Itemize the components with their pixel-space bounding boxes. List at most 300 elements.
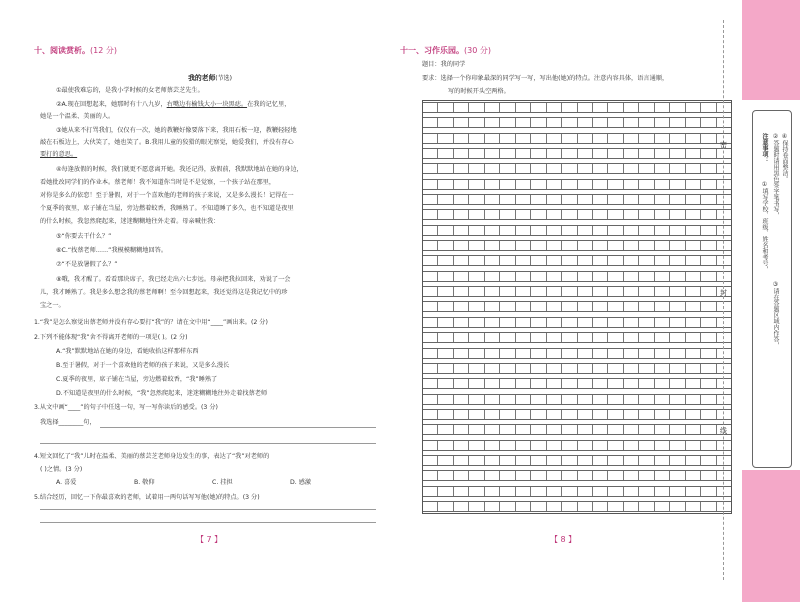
grid-cell[interactable] bbox=[423, 364, 438, 373]
grid-cell[interactable] bbox=[423, 180, 438, 189]
grid-cell[interactable] bbox=[670, 134, 685, 143]
grid-cell[interactable] bbox=[438, 471, 453, 480]
grid-cell[interactable] bbox=[670, 164, 685, 173]
grid-cell[interactable] bbox=[670, 395, 685, 404]
grid-cell[interactable] bbox=[701, 502, 716, 511]
grid-cell[interactable] bbox=[562, 164, 577, 173]
grid-cell[interactable] bbox=[469, 487, 484, 496]
grid-cell[interactable] bbox=[500, 379, 515, 388]
grid-cell[interactable] bbox=[701, 134, 716, 143]
grid-cell[interactable] bbox=[578, 395, 593, 404]
grid-cell[interactable] bbox=[531, 118, 546, 127]
grid-cell[interactable] bbox=[562, 195, 577, 204]
grid-cell[interactable] bbox=[531, 379, 546, 388]
grid-cell[interactable] bbox=[578, 364, 593, 373]
grid-cell[interactable] bbox=[562, 379, 577, 388]
grid-cell[interactable] bbox=[485, 118, 500, 127]
grid-cell[interactable] bbox=[655, 379, 670, 388]
grid-cell[interactable] bbox=[655, 287, 670, 296]
grid-cell[interactable] bbox=[500, 471, 515, 480]
grid-cell[interactable] bbox=[686, 210, 701, 219]
grid-cell[interactable] bbox=[516, 210, 531, 219]
grid-cell[interactable] bbox=[608, 410, 623, 419]
grid-cell[interactable] bbox=[701, 441, 716, 450]
grid-cell[interactable] bbox=[423, 487, 438, 496]
grid-cell[interactable] bbox=[516, 103, 531, 112]
grid-cell[interactable] bbox=[578, 456, 593, 465]
grid-cell[interactable] bbox=[655, 164, 670, 173]
grid-cell[interactable] bbox=[593, 164, 608, 173]
grid-cell[interactable] bbox=[423, 425, 438, 434]
grid-cell[interactable] bbox=[701, 241, 716, 250]
grid-cell[interactable] bbox=[655, 349, 670, 358]
grid-cell[interactable] bbox=[423, 333, 438, 342]
grid-cell[interactable] bbox=[670, 103, 685, 112]
grid-cell[interactable] bbox=[438, 441, 453, 450]
grid-cell[interactable] bbox=[578, 149, 593, 158]
grid-cell[interactable] bbox=[608, 502, 623, 511]
grid-cell[interactable] bbox=[686, 195, 701, 204]
grid-cell[interactable] bbox=[469, 118, 484, 127]
grid-cell[interactable] bbox=[485, 272, 500, 281]
grid-cell[interactable] bbox=[593, 241, 608, 250]
grid-cell[interactable] bbox=[639, 425, 654, 434]
grid-cell[interactable] bbox=[454, 103, 469, 112]
grid-cell[interactable] bbox=[547, 241, 562, 250]
grid-cell[interactable] bbox=[423, 441, 438, 450]
grid-cell[interactable] bbox=[500, 349, 515, 358]
grid-cell[interactable] bbox=[423, 103, 438, 112]
grid-cell[interactable] bbox=[438, 456, 453, 465]
grid-cell[interactable] bbox=[701, 410, 716, 419]
grid-cell[interactable] bbox=[562, 487, 577, 496]
grid-cell[interactable] bbox=[547, 502, 562, 511]
grid-cell[interactable] bbox=[624, 425, 639, 434]
grid-cell[interactable] bbox=[686, 164, 701, 173]
grid-cell[interactable] bbox=[686, 149, 701, 158]
grid-cell[interactable] bbox=[516, 364, 531, 373]
grid-cell[interactable] bbox=[562, 349, 577, 358]
grid-cell[interactable] bbox=[670, 364, 685, 373]
grid-cell[interactable] bbox=[516, 180, 531, 189]
grid-cell[interactable] bbox=[500, 180, 515, 189]
grid-cell[interactable] bbox=[578, 195, 593, 204]
grid-cell[interactable] bbox=[639, 241, 654, 250]
grid-cell[interactable] bbox=[485, 164, 500, 173]
grid-cell[interactable] bbox=[655, 471, 670, 480]
grid-cell[interactable] bbox=[500, 195, 515, 204]
grid-cell[interactable] bbox=[670, 272, 685, 281]
grid-cell[interactable] bbox=[500, 118, 515, 127]
grid-cell[interactable] bbox=[454, 349, 469, 358]
grid-cell[interactable] bbox=[608, 379, 623, 388]
grid-cell[interactable] bbox=[438, 272, 453, 281]
grid-cell[interactable] bbox=[438, 302, 453, 311]
grid-cell[interactable] bbox=[547, 441, 562, 450]
grid-cell[interactable] bbox=[624, 195, 639, 204]
grid-cell[interactable] bbox=[624, 149, 639, 158]
grid-cell[interactable] bbox=[423, 395, 438, 404]
grid-cell[interactable] bbox=[438, 149, 453, 158]
grid-cell[interactable] bbox=[438, 410, 453, 419]
grid-cell[interactable] bbox=[686, 103, 701, 112]
grid-cell[interactable] bbox=[423, 410, 438, 419]
grid-cell[interactable] bbox=[516, 256, 531, 265]
grid-cell[interactable] bbox=[454, 149, 469, 158]
grid-cell[interactable] bbox=[423, 195, 438, 204]
grid-cell[interactable] bbox=[547, 103, 562, 112]
grid-cell[interactable] bbox=[531, 502, 546, 511]
grid-cell[interactable] bbox=[686, 471, 701, 480]
grid-cell[interactable] bbox=[578, 272, 593, 281]
grid-cell[interactable] bbox=[608, 441, 623, 450]
grid-cell[interactable] bbox=[500, 149, 515, 158]
grid-cell[interactable] bbox=[438, 502, 453, 511]
grid-cell[interactable] bbox=[531, 364, 546, 373]
grid-cell[interactable] bbox=[485, 226, 500, 235]
grid-cell[interactable] bbox=[686, 395, 701, 404]
grid-cell[interactable] bbox=[578, 103, 593, 112]
grid-cell[interactable] bbox=[655, 395, 670, 404]
grid-cell[interactable] bbox=[670, 441, 685, 450]
grid-cell[interactable] bbox=[624, 364, 639, 373]
grid-cell[interactable] bbox=[624, 272, 639, 281]
grid-cell[interactable] bbox=[531, 302, 546, 311]
grid-cell[interactable] bbox=[686, 302, 701, 311]
grid-cell[interactable] bbox=[438, 210, 453, 219]
grid-cell[interactable] bbox=[531, 456, 546, 465]
grid-cell[interactable] bbox=[438, 256, 453, 265]
grid-cell[interactable] bbox=[547, 425, 562, 434]
grid-cell[interactable] bbox=[531, 410, 546, 419]
grid-cell[interactable] bbox=[670, 425, 685, 434]
grid-cell[interactable] bbox=[531, 180, 546, 189]
grid-cell[interactable] bbox=[423, 349, 438, 358]
grid-cell[interactable] bbox=[624, 287, 639, 296]
grid-cell[interactable] bbox=[624, 333, 639, 342]
grid-cell[interactable] bbox=[547, 226, 562, 235]
grid-cell[interactable] bbox=[670, 241, 685, 250]
grid-cell[interactable] bbox=[469, 333, 484, 342]
grid-cell[interactable] bbox=[701, 318, 716, 327]
grid-cell[interactable] bbox=[438, 349, 453, 358]
grid-cell[interactable] bbox=[547, 149, 562, 158]
grid-cell[interactable] bbox=[608, 118, 623, 127]
grid-cell[interactable] bbox=[547, 256, 562, 265]
grid-cell[interactable] bbox=[454, 441, 469, 450]
grid-cell[interactable] bbox=[454, 456, 469, 465]
grid-cell[interactable] bbox=[578, 333, 593, 342]
grid-cell[interactable] bbox=[469, 395, 484, 404]
grid-cell[interactable] bbox=[655, 210, 670, 219]
grid-cell[interactable] bbox=[454, 287, 469, 296]
grid-cell[interactable] bbox=[578, 256, 593, 265]
grid-cell[interactable] bbox=[516, 333, 531, 342]
grid-cell[interactable] bbox=[516, 471, 531, 480]
grid-cell[interactable] bbox=[686, 226, 701, 235]
grid-cell[interactable] bbox=[438, 164, 453, 173]
grid-cell[interactable] bbox=[593, 425, 608, 434]
grid-cell[interactable] bbox=[562, 210, 577, 219]
grid-cell[interactable] bbox=[624, 349, 639, 358]
grid-cell[interactable] bbox=[686, 272, 701, 281]
grid-cell[interactable] bbox=[516, 195, 531, 204]
grid-cell[interactable] bbox=[655, 149, 670, 158]
grid-cell[interactable] bbox=[531, 103, 546, 112]
grid-cell[interactable] bbox=[500, 441, 515, 450]
grid-cell[interactable] bbox=[562, 241, 577, 250]
grid-cell[interactable] bbox=[639, 164, 654, 173]
grid-cell[interactable] bbox=[639, 410, 654, 419]
grid-cell[interactable] bbox=[438, 333, 453, 342]
grid-cell[interactable] bbox=[516, 379, 531, 388]
grid-cell[interactable] bbox=[485, 103, 500, 112]
grid-cell[interactable] bbox=[670, 318, 685, 327]
grid-cell[interactable] bbox=[608, 241, 623, 250]
grid-cell[interactable] bbox=[469, 180, 484, 189]
grid-cell[interactable] bbox=[516, 118, 531, 127]
grid-cell[interactable] bbox=[593, 210, 608, 219]
grid-cell[interactable] bbox=[423, 456, 438, 465]
grid-cell[interactable] bbox=[670, 210, 685, 219]
grid-cell[interactable] bbox=[655, 302, 670, 311]
grid-cell[interactable] bbox=[670, 195, 685, 204]
grid-cell[interactable] bbox=[578, 379, 593, 388]
grid-cell[interactable] bbox=[593, 379, 608, 388]
grid-cell[interactable] bbox=[500, 333, 515, 342]
grid-cell[interactable] bbox=[485, 395, 500, 404]
grid-cell[interactable] bbox=[686, 364, 701, 373]
grid-cell[interactable] bbox=[516, 425, 531, 434]
grid-cell[interactable] bbox=[454, 226, 469, 235]
grid-cell[interactable] bbox=[469, 241, 484, 250]
grid-cell[interactable] bbox=[624, 395, 639, 404]
grid-cell[interactable] bbox=[454, 134, 469, 143]
grid-cell[interactable] bbox=[531, 487, 546, 496]
grid-cell[interactable] bbox=[608, 134, 623, 143]
grid-cell[interactable] bbox=[500, 456, 515, 465]
grid-cell[interactable] bbox=[578, 318, 593, 327]
grid-cell[interactable] bbox=[639, 487, 654, 496]
grid-cell[interactable] bbox=[670, 287, 685, 296]
grid-cell[interactable] bbox=[454, 164, 469, 173]
grid-cell[interactable] bbox=[624, 302, 639, 311]
grid-cell[interactable] bbox=[593, 118, 608, 127]
grid-cell[interactable] bbox=[485, 441, 500, 450]
grid-cell[interactable] bbox=[608, 149, 623, 158]
grid-cell[interactable] bbox=[639, 118, 654, 127]
grid-cell[interactable] bbox=[516, 410, 531, 419]
grid-cell[interactable] bbox=[624, 471, 639, 480]
grid-cell[interactable] bbox=[624, 502, 639, 511]
grid-cell[interactable] bbox=[485, 318, 500, 327]
grid-cell[interactable] bbox=[469, 103, 484, 112]
grid-cell[interactable] bbox=[454, 272, 469, 281]
grid-cell[interactable] bbox=[516, 241, 531, 250]
grid-cell[interactable] bbox=[500, 256, 515, 265]
grid-cell[interactable] bbox=[516, 318, 531, 327]
grid-cell[interactable] bbox=[547, 364, 562, 373]
grid-cell[interactable] bbox=[639, 226, 654, 235]
grid-cell[interactable] bbox=[639, 441, 654, 450]
grid-cell[interactable] bbox=[639, 195, 654, 204]
grid-cell[interactable] bbox=[485, 302, 500, 311]
grid-cell[interactable] bbox=[701, 379, 716, 388]
grid-cell[interactable] bbox=[485, 456, 500, 465]
grid-cell[interactable] bbox=[578, 210, 593, 219]
grid-cell[interactable] bbox=[593, 410, 608, 419]
grid-cell[interactable] bbox=[639, 149, 654, 158]
grid-cell[interactable] bbox=[624, 226, 639, 235]
grid-cell[interactable] bbox=[485, 425, 500, 434]
grid-cell[interactable] bbox=[701, 302, 716, 311]
grid-cell[interactable] bbox=[500, 425, 515, 434]
grid-cell[interactable] bbox=[454, 210, 469, 219]
grid-cell[interactable] bbox=[531, 395, 546, 404]
grid-cell[interactable] bbox=[516, 164, 531, 173]
grid-cell[interactable] bbox=[593, 349, 608, 358]
grid-cell[interactable] bbox=[469, 456, 484, 465]
grid-cell[interactable] bbox=[500, 272, 515, 281]
grid-cell[interactable] bbox=[608, 364, 623, 373]
grid-cell[interactable] bbox=[593, 302, 608, 311]
grid-cell[interactable] bbox=[686, 410, 701, 419]
grid-cell[interactable] bbox=[562, 425, 577, 434]
grid-cell[interactable] bbox=[655, 241, 670, 250]
grid-cell[interactable] bbox=[547, 487, 562, 496]
grid-cell[interactable] bbox=[516, 487, 531, 496]
grid-cell[interactable] bbox=[578, 302, 593, 311]
grid-cell[interactable] bbox=[438, 195, 453, 204]
grid-cell[interactable] bbox=[639, 272, 654, 281]
grid-cell[interactable] bbox=[500, 241, 515, 250]
grid-cell[interactable] bbox=[547, 410, 562, 419]
grid-cell[interactable] bbox=[639, 134, 654, 143]
grid-cell[interactable] bbox=[454, 241, 469, 250]
grid-cell[interactable] bbox=[469, 272, 484, 281]
grid-cell[interactable] bbox=[562, 333, 577, 342]
grid-cell[interactable] bbox=[485, 195, 500, 204]
grid-cell[interactable] bbox=[686, 441, 701, 450]
grid-cell[interactable] bbox=[500, 410, 515, 419]
grid-cell[interactable] bbox=[454, 410, 469, 419]
grid-cell[interactable] bbox=[608, 487, 623, 496]
grid-cell[interactable] bbox=[547, 395, 562, 404]
grid-cell[interactable] bbox=[485, 180, 500, 189]
grid-cell[interactable] bbox=[500, 103, 515, 112]
grid-cell[interactable] bbox=[593, 441, 608, 450]
grid-cell[interactable] bbox=[624, 180, 639, 189]
grid-cell[interactable] bbox=[608, 456, 623, 465]
grid-cell[interactable] bbox=[423, 502, 438, 511]
grid-cell[interactable] bbox=[624, 134, 639, 143]
grid-cell[interactable] bbox=[454, 487, 469, 496]
grid-cell[interactable] bbox=[562, 103, 577, 112]
grid-cell[interactable] bbox=[547, 471, 562, 480]
grid-cell[interactable] bbox=[516, 395, 531, 404]
grid-cell[interactable] bbox=[423, 118, 438, 127]
question-5-answer-line-2[interactable] bbox=[40, 522, 376, 523]
grid-cell[interactable] bbox=[516, 149, 531, 158]
grid-cell[interactable] bbox=[578, 164, 593, 173]
writing-grid[interactable] bbox=[422, 100, 732, 514]
grid-cell[interactable] bbox=[469, 379, 484, 388]
grid-cell[interactable] bbox=[639, 379, 654, 388]
grid-cell[interactable] bbox=[655, 103, 670, 112]
grid-cell[interactable] bbox=[639, 256, 654, 265]
grid-cell[interactable] bbox=[686, 502, 701, 511]
grid-cell[interactable] bbox=[670, 333, 685, 342]
grid-cell[interactable] bbox=[562, 149, 577, 158]
grid-cell[interactable] bbox=[516, 441, 531, 450]
grid-cell[interactable] bbox=[469, 256, 484, 265]
grid-cell[interactable] bbox=[562, 134, 577, 143]
grid-cell[interactable] bbox=[624, 256, 639, 265]
grid-cell[interactable] bbox=[624, 210, 639, 219]
grid-cell[interactable] bbox=[578, 118, 593, 127]
grid-cell[interactable] bbox=[438, 395, 453, 404]
grid-cell[interactable] bbox=[469, 149, 484, 158]
grid-cell[interactable] bbox=[686, 456, 701, 465]
grid-cell[interactable] bbox=[547, 134, 562, 143]
grid-cell[interactable] bbox=[608, 103, 623, 112]
grid-cell[interactable] bbox=[670, 456, 685, 465]
grid-cell[interactable] bbox=[670, 349, 685, 358]
grid-cell[interactable] bbox=[639, 180, 654, 189]
grid-cell[interactable] bbox=[531, 164, 546, 173]
grid-cell[interactable] bbox=[578, 487, 593, 496]
grid-cell[interactable] bbox=[655, 441, 670, 450]
grid-cell[interactable] bbox=[639, 318, 654, 327]
grid-cell[interactable] bbox=[547, 164, 562, 173]
grid-cell[interactable] bbox=[423, 318, 438, 327]
grid-cell[interactable] bbox=[438, 226, 453, 235]
grid-cell[interactable] bbox=[516, 134, 531, 143]
grid-cell[interactable] bbox=[655, 118, 670, 127]
grid-cell[interactable] bbox=[562, 287, 577, 296]
grid-cell[interactable] bbox=[624, 118, 639, 127]
grid-cell[interactable] bbox=[500, 134, 515, 143]
grid-cell[interactable] bbox=[639, 210, 654, 219]
grid-cell[interactable] bbox=[608, 256, 623, 265]
grid-cell[interactable] bbox=[547, 180, 562, 189]
grid-cell[interactable] bbox=[562, 441, 577, 450]
grid-cell[interactable] bbox=[485, 287, 500, 296]
grid-cell[interactable] bbox=[547, 272, 562, 281]
grid-cell[interactable] bbox=[593, 149, 608, 158]
grid-cell[interactable] bbox=[454, 471, 469, 480]
grid-cell[interactable] bbox=[670, 256, 685, 265]
grid-cell[interactable] bbox=[686, 487, 701, 496]
grid-cell[interactable] bbox=[701, 226, 716, 235]
grid-cell[interactable] bbox=[485, 149, 500, 158]
grid-cell[interactable] bbox=[639, 103, 654, 112]
grid-cell[interactable] bbox=[578, 349, 593, 358]
grid-cell[interactable] bbox=[624, 441, 639, 450]
grid-cell[interactable] bbox=[562, 256, 577, 265]
grid-cell[interactable] bbox=[454, 364, 469, 373]
question-3-answer-line-2[interactable] bbox=[40, 443, 376, 444]
grid-cell[interactable] bbox=[686, 241, 701, 250]
grid-cell[interactable] bbox=[562, 410, 577, 419]
grid-cell[interactable] bbox=[500, 210, 515, 219]
grid-cell[interactable] bbox=[516, 272, 531, 281]
grid-cell[interactable] bbox=[531, 349, 546, 358]
grid-cell[interactable] bbox=[469, 471, 484, 480]
grid-cell[interactable] bbox=[469, 364, 484, 373]
grid-cell[interactable] bbox=[485, 333, 500, 342]
grid-cell[interactable] bbox=[454, 502, 469, 511]
